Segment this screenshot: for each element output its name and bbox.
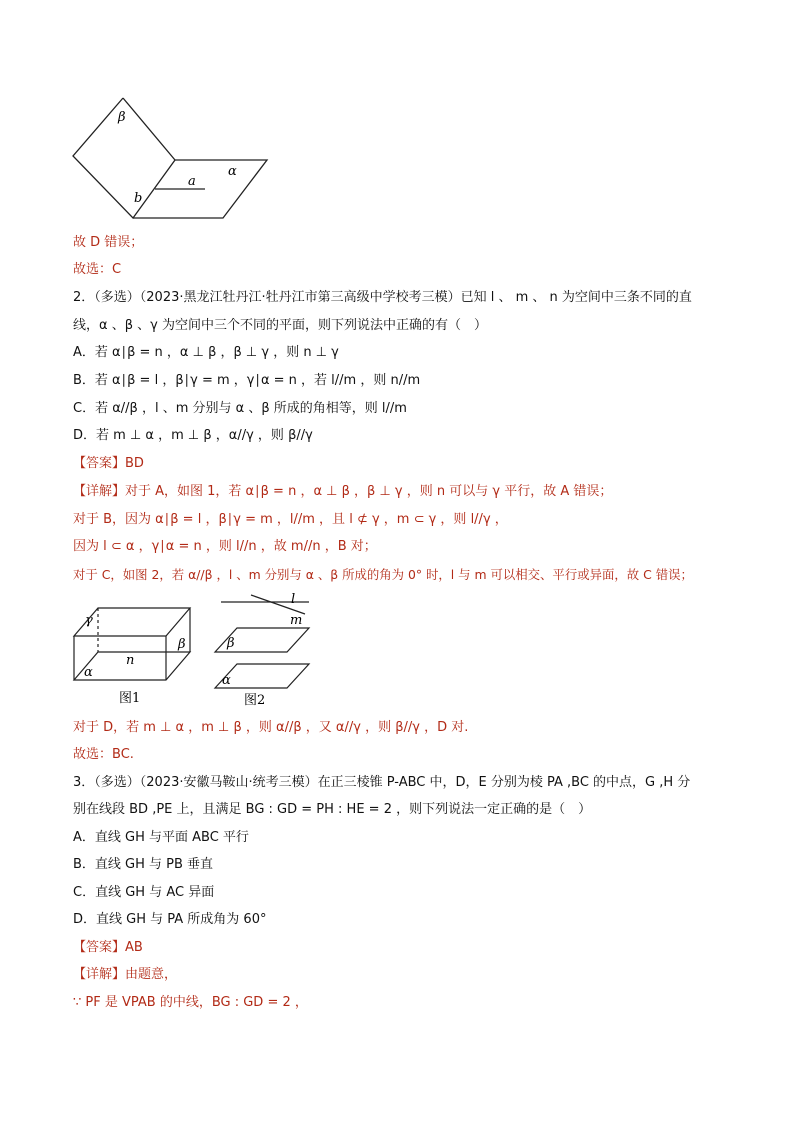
q3-option-b: B．直线 GH 与 PB 垂直 (73, 857, 214, 872)
label-alpha: α (228, 164, 237, 179)
label-beta: β (118, 110, 126, 125)
q3-stem-2: 别在线段 BD ,PE 上，且满足 BG : GD = PH : HE = 2 ，则下列说法一定正确的是（ ） (73, 802, 592, 817)
fig2-alpha: α (222, 673, 231, 688)
q2-option-a: A．若 α∣β = n ，α ⊥ β ，β ⊥ γ ，则 n ⊥ γ (73, 345, 339, 360)
q2-option-b: B．若 α∣β = l ，β∣γ = m ，γ∣α = n ，若 l//m ，则 n//m (73, 373, 421, 388)
q3-option-a: A．直线 GH 与平面 ABC 平行 (73, 830, 249, 845)
q2-option-d: D．若 m ⊥ α ，m ⊥ β ，α//γ ，则 β//γ (73, 428, 313, 443)
q1-d-wrong: 故 D 错误； (73, 235, 144, 250)
fig2-beta: β (227, 636, 235, 651)
figure-1 (68, 598, 198, 710)
figure-2 (205, 590, 320, 710)
fig2-m: m (290, 613, 303, 628)
dihedral-figure (65, 90, 280, 225)
fig1-n: n (126, 653, 135, 668)
fig1-caption: 图1 (119, 691, 141, 706)
q2-answer: 【答案】BD (73, 456, 144, 471)
q1-pick: 故选：C (73, 262, 122, 277)
q2-detail-1: 【详解】对于 A，如图 1，若 α∣β = n ，α ⊥ β ，β ⊥ γ ，则 n 可以与 γ 平行，故 A 错误； (73, 484, 613, 499)
q2-detail-2: 对于 B，因为 α∣β = l ，β∣γ = m ，l//m ，且 l ⊄ γ ，m ⊂ γ ，则 l//γ ， (73, 512, 508, 527)
q3-detail-2: ∵ PF 是 VPAB 的中线，BG : GD = 2 ， (73, 995, 308, 1010)
q2-stem-2: 线，α 、β 、γ 为空间中三个不同的平面，则下列说法中正确的有（ ） (73, 318, 487, 333)
label-b: b (134, 191, 143, 206)
fig1-alpha: α (84, 665, 93, 680)
label-a: a (188, 174, 196, 189)
q2-option-c: C．若 α//β ，l 、m 分别与 α 、β 所成的角相等，则 l//m (73, 401, 407, 416)
fig1-gamma: γ (85, 613, 93, 628)
fig2-caption: 图2 (244, 693, 266, 708)
q3-option-c: C．直线 GH 与 AC 异面 (73, 885, 215, 900)
fig2-l: l (291, 592, 296, 607)
q3-detail-1: 【详解】由题意， (73, 967, 178, 982)
q2-detail-3: 因为 l ⊂ α ，γ∣α = n ，则 l//n ，故 m//n ，B 对； (73, 539, 377, 554)
q2-pick: 故选：BC. (73, 747, 134, 762)
fig1-beta: β (178, 637, 186, 652)
q2-detail-4: 对于 C，如图 2，若 α//β ，l 、m 分别与 α 、β 所成的角为 0° 时，l 与 m 可以相交、平行或异面，故 C 错误； (73, 567, 693, 582)
q2-detail-5: 对于 D，若 m ⊥ α ，m ⊥ β ，则 α//β ，又 α//γ ，则 β//γ ，D 对. (73, 720, 469, 735)
q3-option-d: D．直线 GH 与 PA 所成角为 60° (73, 912, 267, 927)
q3-stem-1: 3．（多选）（2023·安徽马鞍山·统考三模）在正三棱锥 P-ABC 中，D，E 分别为棱 PA ,BC 的中点，G ,H 分 (73, 775, 691, 790)
q2-stem-1: 2．（多选）（2023·黑龙江牡丹江·牡丹江市第三高级中学校考三模）已知 l 、 m 、 n 为空间中三条不同的直 (73, 290, 692, 305)
q3-answer: 【答案】AB (73, 940, 143, 955)
